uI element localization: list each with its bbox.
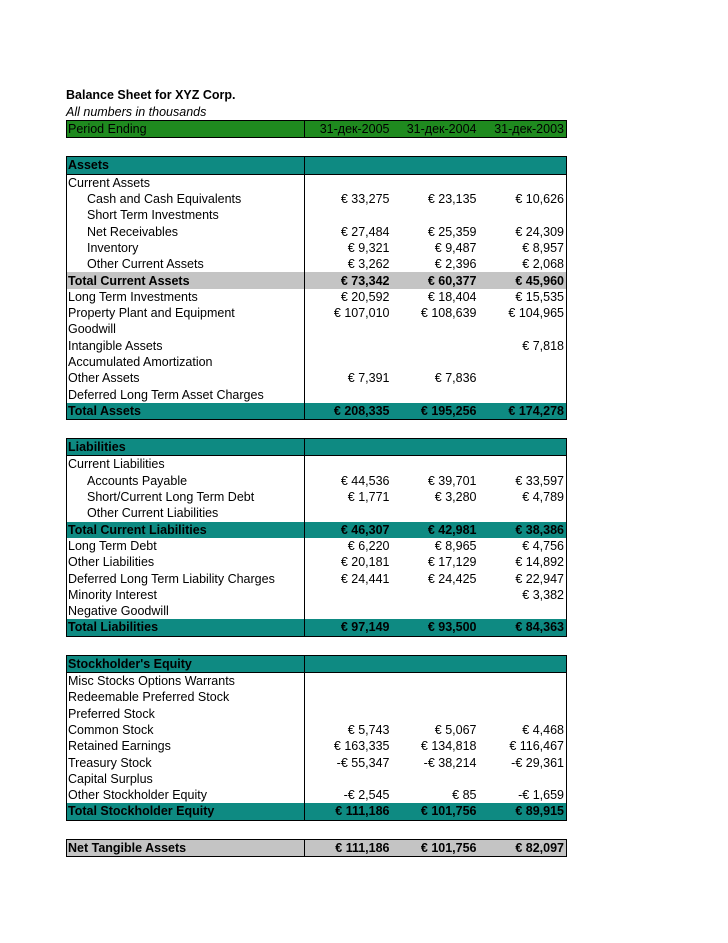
value-cell: € 14,892	[479, 554, 567, 570]
value-cell: € 7,391	[347, 371, 390, 386]
value-cell	[392, 439, 479, 456]
value-cell: € 9,321	[347, 240, 390, 255]
spacer-row	[67, 138, 567, 157]
value-cell	[479, 354, 567, 370]
value-cell	[305, 672, 392, 689]
value-cell	[305, 321, 392, 337]
value-cell: € 24,309	[479, 223, 567, 239]
value-cell: € 93,500	[392, 619, 479, 636]
value-cell	[392, 354, 479, 370]
value-cell	[305, 207, 392, 223]
value-cell	[392, 456, 479, 473]
row-label: Deferred Long Term Asset Charges	[67, 386, 305, 402]
value-cell: € 33,275	[340, 192, 390, 207]
value-cell: € 33,597	[479, 473, 567, 489]
value-cell	[392, 386, 479, 402]
value-cell: € 18,404	[427, 289, 477, 304]
row-label: Accounts Payable	[67, 473, 305, 489]
value-cell	[305, 338, 392, 354]
row-label: Property Plant and Equipment	[67, 305, 305, 321]
value-cell	[479, 370, 567, 386]
value-cell: € 44,536	[340, 473, 390, 488]
total-equity-row	[67, 803, 567, 820]
row-label: Retained Earnings	[67, 738, 305, 754]
row-label: Minority Interest	[67, 587, 305, 603]
value-cell: € 24,425	[427, 571, 477, 586]
value-cell: -€ 38,214	[423, 755, 477, 770]
value-cell: € 8,957	[479, 240, 567, 256]
row-label: Preferred Stock	[67, 706, 305, 722]
value-cell	[392, 174, 479, 191]
row-label: Treasury Stock	[67, 754, 305, 770]
spacer-cell	[392, 138, 479, 157]
value-cell: € 25,359	[427, 224, 477, 239]
value-cell: € 27,484	[340, 224, 390, 239]
row-label: Total Current Assets	[67, 272, 305, 288]
spacer-cell	[67, 138, 305, 157]
total-assets-row	[67, 403, 567, 420]
value-cell: € 3,382	[479, 587, 567, 603]
value-cell: € 42,981	[392, 522, 479, 538]
value-cell: € 174,278	[479, 403, 567, 420]
value-cell	[479, 321, 567, 337]
value-cell	[305, 439, 392, 456]
value-cell: € 73,342	[305, 272, 392, 288]
value-cell: € 20,181	[340, 555, 390, 570]
row-label: Intangible Assets	[67, 338, 305, 354]
value-cell: € 5,743	[347, 722, 390, 737]
row-label: Other Current Liabilities	[67, 505, 305, 521]
row-label: Goodwill	[67, 321, 305, 337]
row-label: Negative Goodwill	[67, 603, 305, 619]
value-cell	[392, 672, 479, 689]
subsection-label	[67, 174, 567, 191]
spacer-cell	[392, 420, 479, 439]
line-item-row	[67, 223, 567, 239]
value-cell	[392, 338, 479, 354]
value-cell: 31-дек-2004	[392, 121, 479, 138]
value-cell: € 107,010	[333, 306, 390, 321]
row-label: Total Assets	[67, 403, 305, 420]
value-cell	[392, 157, 479, 174]
value-cell: € 4,468	[479, 722, 567, 738]
line-item-row	[67, 240, 567, 256]
value-cell	[479, 174, 567, 191]
row-label: Net Receivables	[67, 223, 305, 239]
value-cell	[479, 386, 567, 402]
value-cell: -€ 2,545	[343, 788, 390, 803]
value-cell: -€ 55,347	[336, 755, 390, 770]
row-label: Other Current Assets	[67, 256, 305, 272]
spacer-cell	[479, 138, 567, 157]
net-tangible-assets-row	[67, 839, 567, 856]
total-current-liabilities-row	[67, 522, 567, 538]
balance-sheet	[66, 86, 566, 857]
value-cell	[392, 655, 479, 672]
value-cell: -€ 1,659	[479, 787, 567, 803]
line-item-row	[67, 603, 567, 619]
value-cell	[479, 672, 567, 689]
row-label: Short/Current Long Term Debt	[67, 489, 305, 505]
value-cell: € 24,441	[340, 571, 390, 586]
line-item-row	[67, 787, 567, 803]
value-cell: € 111,186	[305, 839, 392, 856]
value-cell: 31-дек-2003	[479, 121, 567, 138]
section-heading-assets	[67, 157, 567, 174]
value-cell: € 208,335	[305, 403, 392, 420]
spacer-cell	[67, 636, 305, 655]
value-cell	[392, 505, 479, 521]
row-label: Current Assets	[67, 174, 305, 191]
line-item-row	[67, 538, 567, 554]
value-cell: € 89,915	[479, 803, 567, 820]
spacer-cell	[305, 420, 392, 439]
value-cell: € 195,256	[392, 403, 479, 420]
row-label: Accumulated Amortization	[67, 354, 305, 370]
value-cell: € 45,960	[479, 272, 567, 288]
line-item-row	[67, 489, 567, 505]
value-cell	[305, 587, 392, 603]
spacer-cell	[67, 420, 305, 439]
value-cell: € 116,467	[479, 738, 567, 754]
value-cell: € 8,965	[434, 538, 477, 553]
line-item-row	[67, 771, 567, 787]
line-item-row	[67, 321, 567, 337]
sheet-title: Balance Sheet for XYZ Corp.	[66, 88, 236, 102]
balance-table-body	[67, 121, 567, 857]
spacer-cell	[479, 820, 567, 839]
value-cell: € 60,377	[392, 272, 479, 288]
value-cell	[305, 603, 392, 619]
line-item-row	[67, 256, 567, 272]
spacer-cell	[392, 820, 479, 839]
value-cell	[392, 689, 479, 705]
spacer-cell	[305, 636, 392, 655]
value-cell: € 104,965	[479, 305, 567, 321]
value-cell: € 111,186	[305, 803, 392, 820]
row-label: Misc Stocks Options Warrants	[67, 672, 305, 689]
value-cell	[479, 439, 567, 456]
value-cell: € 39,701	[427, 473, 477, 488]
row-label: Total Stockholder Equity	[67, 803, 305, 820]
subsection-label	[67, 456, 567, 473]
value-cell: € 2,068	[479, 256, 567, 272]
value-cell	[305, 456, 392, 473]
row-label: Other Liabilities	[67, 554, 305, 570]
value-cell	[392, 587, 479, 603]
row-label: Long Term Debt	[67, 538, 305, 554]
spacer-cell	[479, 636, 567, 655]
row-label: Cash and Cash Equivalents	[67, 191, 305, 207]
value-cell	[305, 505, 392, 521]
row-label: Other Stockholder Equity	[67, 787, 305, 803]
value-cell	[479, 505, 567, 521]
value-cell: 31-дек-2005	[305, 121, 392, 138]
row-label: Short Term Investments	[67, 207, 305, 223]
value-cell: € 101,756	[392, 803, 479, 820]
row-label: Liabilities	[67, 439, 305, 456]
value-cell: € 9,487	[434, 240, 477, 255]
value-cell: € 7,818	[479, 338, 567, 354]
value-cell: € 97,149	[305, 619, 392, 636]
value-cell	[479, 157, 567, 174]
line-item-row	[67, 672, 567, 689]
value-cell: € 20,592	[340, 289, 390, 304]
value-cell: € 84,363	[479, 619, 567, 636]
value-cell	[305, 771, 392, 787]
value-cell: € 2,396	[434, 257, 477, 272]
value-cell: € 23,135	[427, 192, 477, 207]
spacer-cell	[305, 820, 392, 839]
line-item-row	[67, 207, 567, 223]
row-label: Other Assets	[67, 370, 305, 386]
spacer-row	[67, 420, 567, 439]
value-cell	[392, 207, 479, 223]
row-label: Common Stock	[67, 722, 305, 738]
value-cell	[305, 157, 392, 174]
value-cell	[479, 603, 567, 619]
value-cell: € 5,067	[434, 722, 477, 737]
line-item-row	[67, 386, 567, 402]
value-cell: € 7,836	[434, 371, 477, 386]
value-cell: € 101,756	[392, 839, 479, 856]
row-label: Deferred Long Term Liability Charges	[67, 570, 305, 586]
line-item-row	[67, 554, 567, 570]
spacer-cell	[479, 420, 567, 439]
value-cell	[479, 207, 567, 223]
line-item-row	[67, 289, 567, 305]
value-cell	[392, 603, 479, 619]
row-label: Long Term Investments	[67, 289, 305, 305]
line-item-row	[67, 722, 567, 738]
value-cell: € 10,626	[479, 191, 567, 207]
row-label: Period Ending	[67, 121, 305, 138]
line-item-row	[67, 191, 567, 207]
row-label: Inventory	[67, 240, 305, 256]
value-cell	[392, 321, 479, 337]
row-label: Total Liabilities	[67, 619, 305, 636]
value-cell: € 46,307	[305, 522, 392, 538]
value-cell: € 163,335	[333, 739, 390, 754]
spacer-cell	[392, 636, 479, 655]
line-item-row	[67, 587, 567, 603]
value-cell	[305, 655, 392, 672]
section-heading-equity	[67, 655, 567, 672]
sheet-subtitle: All numbers in thousands	[66, 105, 207, 119]
value-cell	[305, 689, 392, 705]
value-cell: € 134,818	[420, 739, 477, 754]
value-cell	[305, 174, 392, 191]
value-cell: € 15,535	[479, 289, 567, 305]
value-cell: € 85	[452, 788, 477, 803]
spacer-row	[67, 636, 567, 655]
spacer-cell	[305, 138, 392, 157]
value-cell	[305, 706, 392, 722]
value-cell: € 4,789	[479, 489, 567, 505]
value-cell	[479, 771, 567, 787]
spacer-row	[67, 820, 567, 839]
line-item-row	[67, 754, 567, 770]
value-cell: € 82,097	[479, 839, 567, 856]
value-cell: € 22,947	[479, 570, 567, 586]
value-cell: € 1,771	[347, 490, 390, 505]
line-item-row	[67, 370, 567, 386]
value-cell: € 6,220	[347, 538, 390, 553]
row-label: Current Liabilities	[67, 456, 305, 473]
row-label: Redeemable Preferred Stock	[67, 689, 305, 705]
line-item-row	[67, 505, 567, 521]
line-item-row	[67, 689, 567, 705]
value-cell: € 4,756	[479, 538, 567, 554]
row-label: Net Tangible Assets	[67, 839, 305, 856]
line-item-row	[67, 338, 567, 354]
spacer-cell	[67, 820, 305, 839]
value-cell	[479, 456, 567, 473]
total-liabilities-row	[67, 619, 567, 636]
value-cell	[479, 689, 567, 705]
value-cell: € 3,280	[434, 490, 477, 505]
period-header-row	[67, 121, 567, 138]
line-item-row	[67, 570, 567, 586]
value-cell: € 108,639	[420, 306, 477, 321]
value-cell: -€ 29,361	[479, 754, 567, 770]
line-item-row	[67, 354, 567, 370]
line-item-row	[67, 738, 567, 754]
value-cell	[392, 771, 479, 787]
row-label: Capital Surplus	[67, 771, 305, 787]
value-cell: € 17,129	[427, 555, 477, 570]
row-label: Stockholder's Equity	[67, 655, 305, 672]
total-current-assets-row	[67, 272, 567, 288]
line-item-row	[67, 473, 567, 489]
row-label: Total Current Liabilities	[67, 522, 305, 538]
value-cell: € 3,262	[347, 257, 390, 272]
section-heading-liabilities	[67, 439, 567, 456]
value-cell	[305, 354, 392, 370]
value-cell	[479, 706, 567, 722]
value-cell: € 38,386	[479, 522, 567, 538]
row-label: Assets	[67, 157, 305, 174]
balance-table	[66, 120, 567, 857]
line-item-row	[67, 706, 567, 722]
value-cell	[392, 706, 479, 722]
value-cell	[305, 386, 392, 402]
line-item-row	[67, 305, 567, 321]
value-cell	[479, 655, 567, 672]
